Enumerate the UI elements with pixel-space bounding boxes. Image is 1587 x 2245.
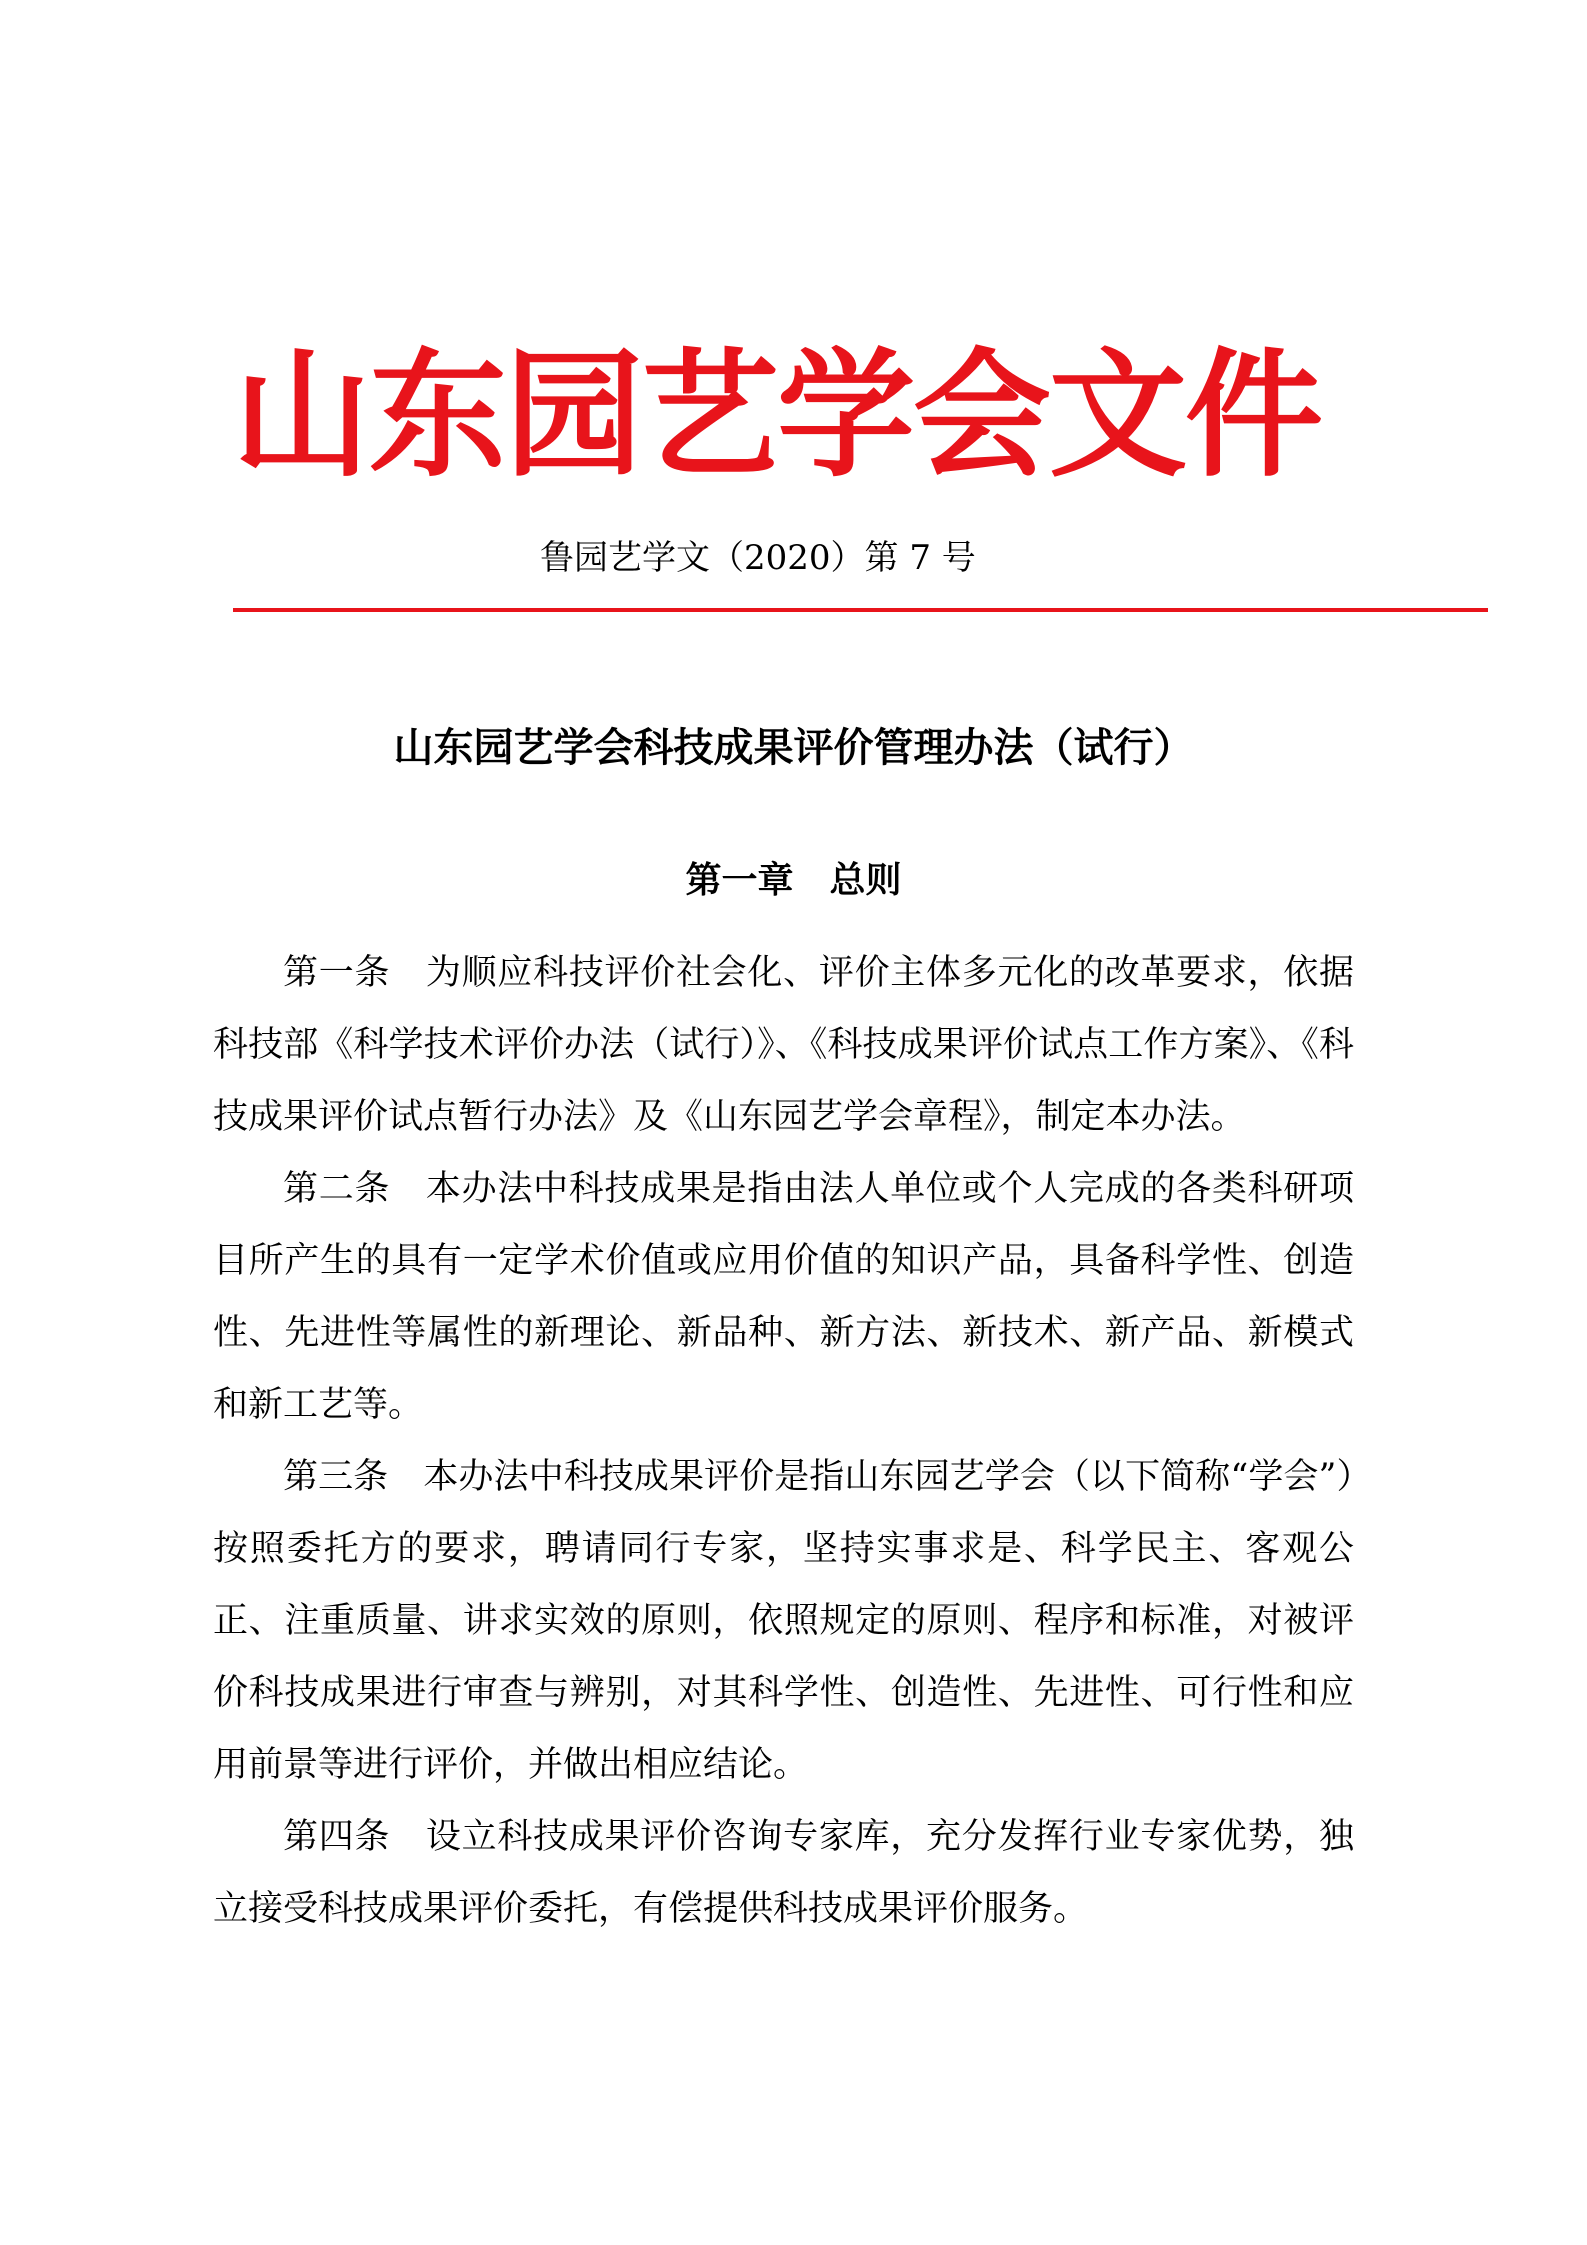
document-number: 鲁园艺学文（2020）第 7 号 bbox=[540, 538, 976, 578]
article-3: 第三条 本办法中科技成果评价是指山东园艺学会（以下简称“学会”）按照委托方的要求，聘请同行专家，坚持实事求是、科学民主、客观公正、注重质量、讲求实效的原则，依照规定的原则、程序和标准，对被评价科技成果进行审查与辨别，对其科学性、创造性、先进性、可行性和应用前景等进行评价，并做出相应结论。 bbox=[213, 1457, 1354, 1785]
red-divider-line bbox=[233, 608, 1488, 612]
chapter-heading: 第一章 总则 bbox=[685, 859, 902, 901]
article-4: 第四条 设立科技成果评价咨询专家库，充分发挥行业专家优势，独立接受科技成果评价委托，有偿提供科技成果评价服务。 bbox=[213, 1817, 1354, 1929]
document-body bbox=[213, 937, 1354, 1945]
article-2: 第二条 本办法中科技成果是指由法人单位或个人完成的各类科研项目所产生的具有一定学术价值或应用价值的知识产品，具备科学性、创造性、先进性等属性的新理论、新品种、新方法、新技术、新产品、新模式和新工艺等。 bbox=[213, 1169, 1354, 1425]
masthead-title: 山东园艺学会文件 bbox=[233, 333, 1322, 496]
document-title: 山东园艺学会科技成果评价管理办法（试行） bbox=[393, 724, 1194, 771]
article-1: 第一条 为顺应科技评价社会化、评价主体多元化的改革要求，依据科技部《科学技术评价办法（试行）》、《科技成果评价试点工作方案》、《科技成果评价试点暂行办法》及《山东园艺学会章程》，制定本办法。 bbox=[213, 953, 1354, 1137]
